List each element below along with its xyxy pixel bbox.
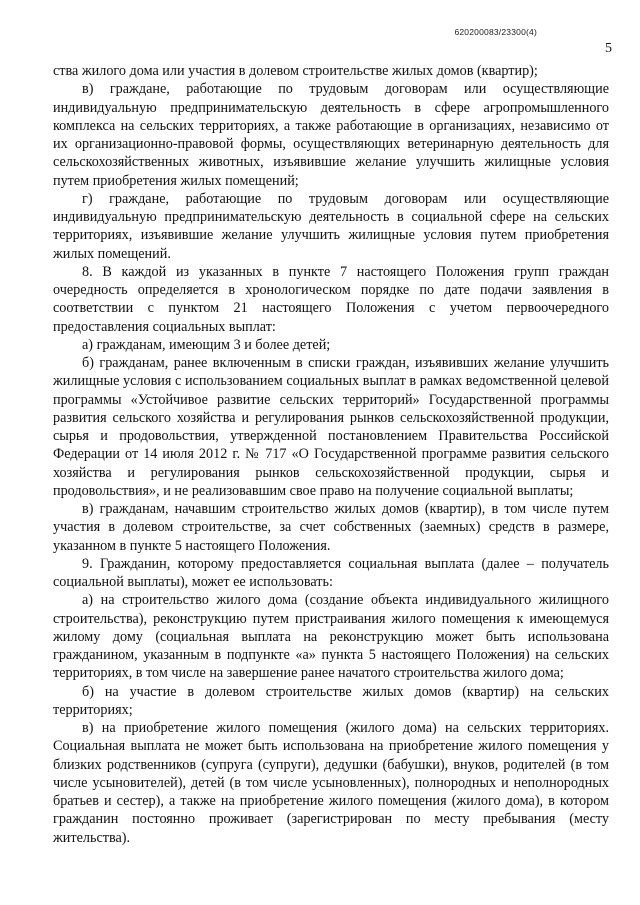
document-body: [53, 62, 609, 847]
paragraph-8v: в) гражданам, начавшим строительство жилых домов (квартир), в том числе путем участия в долевом строительстве, за счет собственных (заемных) средств в размере, указанном в пункте 5 настоящего Положения.: [53, 501, 609, 554]
paragraph-9a: а) на строительство жилого дома (создание объекта индивидуального жилищного строительства), реконструкцию путем пристраивания жилого помещения к имеющемуся жилому дому (социальная выплата на реконструкцию может быть использована гражданином, указанным в подпункте «а» пункта 5 настоящего Положения) на сельских территориях, в том числе на завершение ранее начатого строительства жилого дома;: [53, 592, 609, 682]
page-number: 5: [605, 41, 612, 56]
paragraph-8a: а) гражданам, имеющим 3 и более детей;: [82, 336, 331, 353]
paragraph-8b: б) гражданам, ранее включенным в списки граждан, изъявивших желание улучшить жилищные условия с использованием социальных выплат в рамках ведомственной целевой программы «Устойчивое развитие сельских территорий» Государственной программы развития сельского хозяйства и регулирования рынков сельскохозяйственной продукции, сырья и продовольствия, утвержденной постановлением Правительства Российской Федерации от 14 июля 2012 г. № 717 «О Государственной программе развития сельского хозяйства и регулирования рынков сельскохозяйственной продукции, сырья и продовольствия», и не реализовавшим свое право на получение социальной выплаты;: [53, 355, 609, 499]
paragraph-7g: г) граждане, работающие по трудовым договорам или осуществляющие индивидуальную предпринимательскую деятельность в социальной сфере на сельских территориях, изъявившие желание улучшить жилищные условия путем приобретения жилых помещений.: [53, 190, 609, 262]
paragraph-continuation: ства жилого дома или участия в долевом строительстве жилых домов (квартир);: [53, 63, 538, 79]
paragraph-9: 9. Гражданин, которому предоставляется социальная выплата (далее – получатель социальной выплаты), может ее использовать:: [53, 555, 609, 590]
paragraph-9v: в) на приобретение жилого помещения (жилого дома) на сельских территориях. Социальная выплата не может быть использована на приобретение жилого помещения у близких родственников (супруга (супруги), дедушки (бабушки), внуков, родителей (в том числе усыновителей), детей (в том числе усыновленных), полнородных и неполнородных братьев и сестер), а также на приобретение жилого помещения (жилого дома), в котором гражданин постоянно проживает (зарегистрирован по месту пребывания (месту жительства).: [53, 720, 609, 846]
paragraph-7v: в) граждане, работающие по трудовым договорам или осуществляющие индивидуальную предпринимательскую деятельность в сфере агропромышленного комплекса на сельских территориях, а также работающие в организациях, независимо от их организационно-правовой формы, осуществляющих ветеринарную деятельность для сельскохозяйственных животных, изъявившие желание улучшить жилищные условия путем приобретения жилых помещений;: [53, 81, 609, 189]
paragraph-8: 8. В каждой из указанных в пункте 7 настоящего Положения групп граждан очередность определяется в хронологическом порядке по дате подачи заявления в соответствии с пунктом 21 настоящего Положения с учетом первоочередного предоставления социальных выплат:: [53, 263, 609, 335]
document-code: 620200083/23300(4): [454, 27, 537, 37]
paragraph-9b: б) на участие в долевом строительстве жилых домов (квартир) на сельских территориях;: [53, 683, 609, 718]
